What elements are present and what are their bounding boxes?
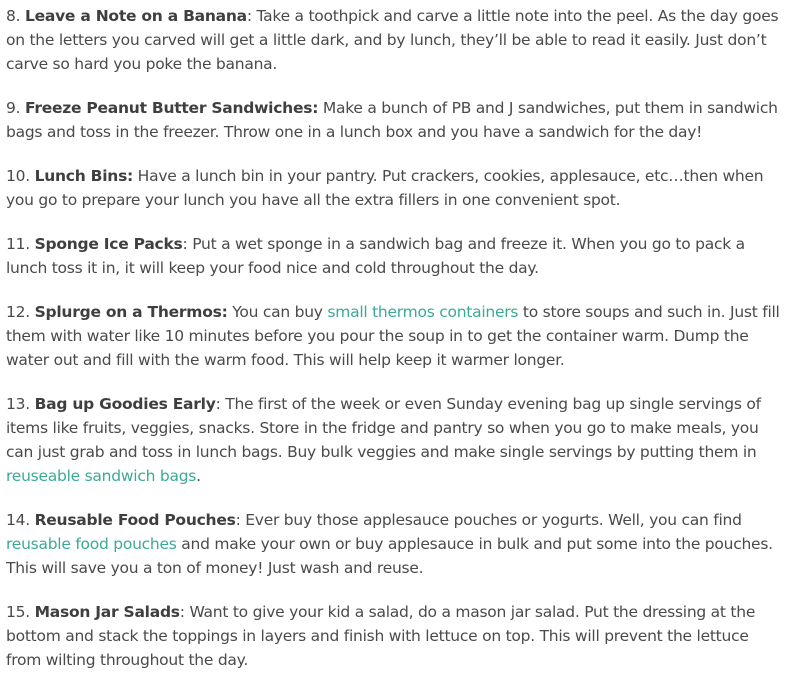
tip-title: Lunch Bins: [34,167,133,185]
tip-title: Mason Jar Salads [34,603,180,621]
tip-text: Have a lunch bin in your pantry. Put crackers, cookies, applesauce, etc…then when you go to prepare your lunch you have all the extra fillers in one convenient spot. [6,167,764,209]
tip-text: Take a toothpick and carve a little note into the peel. As the day goes on the letters you carved will get a little dark, and by lunch, they’ll be able to read it easily. Just don’t carve so hard you poke the banana. [6,7,779,73]
tip-text: Put a wet sponge in a sandwich bag and freeze it. When you go to pack a lunch toss it in, it will keep your food nice and cold throughout the day. [6,235,745,277]
tip-text-before-link: The first of the week or even Sunday evening bag up single servings of items like fruits, veggies, snacks. Store in the fridge and pantry so when you go to make meals, you can just grab and toss in lunch bags. Buy bulk veggies and make single servings by putting them in [6,395,761,461]
tip-10-lunch-bins [6,164,784,212]
tip-text-after-link: and make your own or buy applesauce in bulk and put some into the pouches. This will save you a ton of money! Just wash and reuse. [6,535,773,577]
tip-title: Sponge Ice Packs [34,235,183,253]
tip-15-mason-jar-salads [6,600,784,672]
tip-title: Reusable Food Pouches [34,511,236,529]
thermos-containers-link[interactable]: small thermos containers [327,303,519,321]
tip-title: Freeze Peanut Butter Sandwiches: [24,99,319,117]
tip-title: Splurge on a Thermos: [34,303,228,321]
reusable-food-pouches-link[interactable]: reusable food pouches [6,535,177,553]
tip-title-colon: : [246,7,252,25]
tip-text-before-link: Ever buy those applesauce pouches or yogurts. Well, you can find [240,511,742,529]
tip-text: Want to give your kid a salad, do a mason jar salad. Put the dressing at the bottom and stack the toppings in layers and finish with lettuce on top. This will prevent the lettuce from wilting throughout the day. [6,603,756,669]
tip-number: 11. [6,235,30,253]
tip-text-after-link: . [196,467,201,485]
tip-title-colon: : [179,603,185,621]
tip-number: 8. [6,7,21,25]
reuseable-sandwich-bags-link[interactable]: reuseable sandwich bags [6,467,197,485]
tip-11-sponge-ice-packs [6,232,784,280]
tip-8-leave-note-on-banana [6,4,784,76]
tip-number: 13. [6,395,30,413]
tip-12-splurge-on-thermos [6,300,784,372]
tip-title: Bag up Goodies Early [34,395,216,413]
tip-number: 12. [6,303,30,321]
tip-text-after-link: to store soups and such in. Just fill them with water like 10 minutes before you pour the soup in to get the container warm. Dump the water out and fill with the warm food. This will help keep it warmer longer. [6,303,780,369]
tip-text-before-link: You can buy [227,303,328,321]
tip-13-bag-up-goodies-early [6,392,784,488]
tip-number: 14. [6,511,30,529]
tip-number: 10. [6,167,30,185]
tip-14-reusable-food-pouches [6,508,784,580]
tip-text: Make a bunch of PB and J sandwiches, put them in sandwich bags and toss in the freezer. Throw one in a lunch box and you have a sandwich for the day! [6,99,778,141]
tip-title-colon: : [235,511,241,529]
tip-number: 9. [6,99,21,117]
tip-title: Leave a Note on a Banana [24,7,247,25]
tip-title-colon: : [182,235,188,253]
article-tips-list [6,4,784,692]
tip-9-freeze-pb-sandwiches [6,96,784,144]
tip-number: 15. [6,603,30,621]
tip-title-colon: : [215,395,221,413]
